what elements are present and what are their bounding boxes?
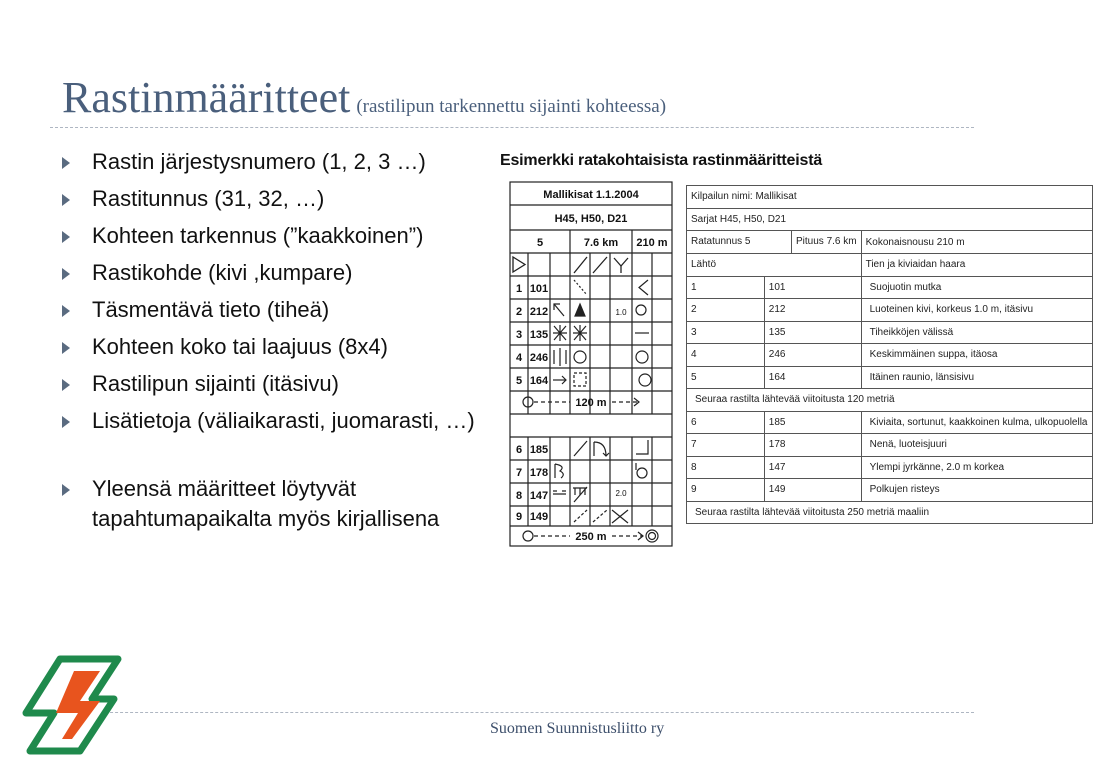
direction-nw-icon bbox=[554, 304, 564, 316]
west-side-symbol-icon bbox=[639, 374, 651, 386]
text-card-row bbox=[687, 186, 1093, 209]
footer-organization: Suomen Suunnistusliitto ry bbox=[490, 720, 665, 737]
bullet-arrow-icon bbox=[62, 342, 70, 354]
card-row-code: 246 bbox=[529, 352, 549, 364]
east-side-symbol-icon bbox=[636, 305, 646, 315]
title-main: Rastinmääritteet bbox=[62, 73, 351, 122]
card-row-num: 8 bbox=[515, 490, 523, 502]
card-row-num: 5 bbox=[515, 375, 523, 387]
slide-title bbox=[62, 72, 666, 123]
nw-foot-symbol-icon bbox=[637, 468, 647, 478]
middle-symbol-icon bbox=[554, 348, 566, 366]
spur-symbol-icon bbox=[555, 464, 563, 478]
text-card-row: 3 135 Tiheikköjen välissä bbox=[687, 321, 1093, 344]
text-description-card bbox=[686, 185, 1093, 524]
ruin-symbol-icon bbox=[574, 373, 586, 386]
taped-route-length: 250 m bbox=[575, 531, 607, 543]
bullet-arrow-icon bbox=[62, 305, 70, 317]
corner-symbol-icon bbox=[594, 442, 609, 456]
text-card-row: 2 212 Luoteinen kivi, korkeus 1.0 m, itäsivu bbox=[687, 299, 1093, 322]
card-row-code: 149 bbox=[529, 511, 549, 523]
bullet-arrow-icon bbox=[62, 157, 70, 169]
bullet-item: Rastin järjestysnumero (1, 2, 3 …) bbox=[62, 147, 482, 177]
ruined-wall-symbol-icon bbox=[574, 441, 587, 456]
card-row-code: 178 bbox=[529, 467, 549, 479]
bullet-arrow-icon bbox=[62, 379, 70, 391]
card-row-code: 185 bbox=[529, 444, 549, 456]
text-card-course: Ratatunnus 5 bbox=[687, 231, 792, 253]
text-card-row bbox=[687, 254, 1093, 277]
text-card-route-1: Seuraa rastilta lähtevää viitoitusta 120 metriä bbox=[687, 389, 1093, 412]
bullet-item: Rastitunnus (31, 32, …) bbox=[62, 184, 482, 214]
text-card-row bbox=[687, 208, 1093, 231]
bullet-item: Lisätietoja (väliaikarasti, juomarasti, …) bbox=[62, 406, 482, 436]
text-card-row: 7 178 Nenä, luoteisjuuri bbox=[687, 434, 1093, 457]
card-row-num: 1 bbox=[515, 283, 523, 295]
suunnistusliitto-logo-icon bbox=[22, 655, 132, 755]
text-card-row: 1 101 Suojuotin mutka bbox=[687, 276, 1093, 299]
depression-symbol-icon bbox=[574, 351, 586, 363]
card-row-code: 212 bbox=[529, 306, 549, 318]
card-row-code: 135 bbox=[529, 329, 549, 341]
figure-heading: Esimerkki ratakohtaisista rastinmääritteistä bbox=[500, 152, 823, 169]
text-card-row bbox=[687, 389, 1093, 412]
text-card-route-2: Seuraa rastilta lähtevää viitoitusta 250 metriä maaliin bbox=[687, 501, 1093, 524]
text-card-row: 8 147 Ylempi jyrkänne, 2.0 m korkea bbox=[687, 456, 1093, 479]
road-symbol-icon bbox=[574, 257, 587, 273]
upper-symbol-icon bbox=[553, 491, 566, 494]
bottom-divider bbox=[50, 712, 974, 713]
ditch-symbol-icon bbox=[574, 280, 587, 295]
bullet-item: Yleensä määritteet löytyvät tapahtumapaikalta myös kirjallisena bbox=[62, 474, 482, 534]
bullet-item: Täsmentävä tieto (tiheä) bbox=[62, 295, 482, 325]
symbol-description-card bbox=[508, 180, 674, 548]
card-classes: H45, H50, D21 bbox=[554, 213, 628, 225]
card-size-value: 1.0 bbox=[615, 308, 627, 317]
card-size-value: 2.0 bbox=[615, 489, 627, 498]
bullet-item: Kohteen koko tai laajuus (8x4) bbox=[62, 332, 482, 362]
card-row-num: 4 bbox=[515, 352, 523, 364]
text-card-row: 5 164 Itäinen raunio, länsisivu bbox=[687, 366, 1093, 389]
text-card-start-label: Lähtö bbox=[687, 254, 862, 277]
text-card-classes: Sarjat H45, H50, D21 bbox=[687, 208, 1093, 231]
card-climb: 210 m bbox=[636, 237, 668, 249]
text-card-length: Pituus 7.6 km bbox=[796, 236, 857, 247]
bullet-arrow-icon bbox=[62, 416, 70, 428]
re-entrant-symbol-icon bbox=[639, 280, 648, 295]
card-row-num: 9 bbox=[515, 511, 523, 523]
card-row-code: 101 bbox=[529, 283, 549, 295]
wall-symbol-icon bbox=[593, 257, 607, 273]
card-length: 7.6 km bbox=[583, 237, 619, 249]
text-card-event: Kilpailun nimi: Mallikisat bbox=[687, 186, 1093, 209]
text-card-row bbox=[687, 231, 1093, 254]
card-row-code: 164 bbox=[529, 375, 549, 387]
text-card-row bbox=[687, 501, 1093, 524]
finish-circle-icon bbox=[646, 530, 658, 542]
text-card-row: 4 246 Keskimmäinen suppa, itäosa bbox=[687, 344, 1093, 367]
card-row-num: 2 bbox=[515, 306, 523, 318]
boulder-symbol-icon bbox=[575, 304, 585, 316]
taped-route-circle-icon bbox=[523, 531, 533, 541]
card-row-num: 3 bbox=[515, 329, 523, 341]
card-row-code: 147 bbox=[529, 490, 549, 502]
bullet-item: Rastikohde (kivi ,kumpare) bbox=[62, 258, 482, 288]
taped-route-length: 120 m bbox=[575, 397, 607, 409]
thicket-symbol-icon bbox=[553, 325, 567, 341]
bullet-list bbox=[62, 147, 482, 541]
bullet-item: Kohteen tarkennus (”kaakkoinen”) bbox=[62, 221, 482, 251]
card-event-title: Mallikisat 1.1.2004 bbox=[543, 189, 639, 201]
text-card-row: 9 149 Polkujen risteys bbox=[687, 479, 1093, 502]
junction-symbol-icon bbox=[614, 258, 621, 266]
bullet-item: Rastilipun sijainti (itäsivu) bbox=[62, 369, 482, 399]
start-triangle-icon bbox=[513, 257, 525, 272]
east-part-symbol-icon bbox=[636, 351, 648, 363]
bullet-arrow-icon bbox=[62, 231, 70, 243]
top-divider bbox=[50, 127, 974, 128]
card-row-num: 7 bbox=[515, 467, 523, 479]
outside-corner-symbol-icon bbox=[636, 440, 648, 454]
bullet-arrow-icon bbox=[62, 268, 70, 280]
text-card-start-text: Tien ja kiviaidan haara bbox=[861, 254, 1092, 277]
title-subtitle: (rastilipun tarkennettu sijainti kohteessa) bbox=[356, 96, 667, 117]
card-course: 5 bbox=[536, 237, 544, 249]
text-card-row: 6 185 Kiviaita, sortunut, kaakkoinen kulma, ulkopuolella bbox=[687, 411, 1093, 434]
text-card-climb: Kokonaisnousu 210 m bbox=[861, 231, 1092, 254]
bullet-arrow-icon bbox=[62, 484, 70, 496]
card-row-num: 6 bbox=[515, 444, 523, 456]
bullet-arrow-icon bbox=[62, 194, 70, 206]
